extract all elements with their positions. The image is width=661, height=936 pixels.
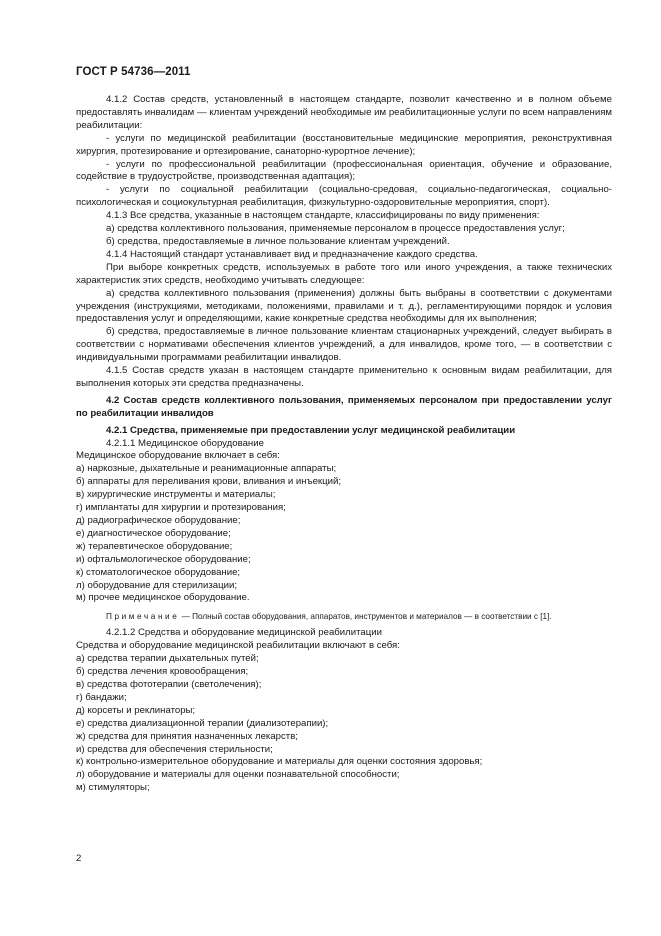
paragraph: - услуги по профессиональной реабилитации (профессиональная ориентация, обучение и образование, содействие в трудоустройстве, производственная адаптация); [76, 158, 612, 183]
paragraph: а) средства коллективного пользования (применения) должны быть выбраны в соответствии с документами учреждения (инструкциями, методиками, положениями, правилами и т. д.), регламентирующими порядок и условия предоставления услуг и определяющими, какие конкретные средства необходимы для их выполнения; [76, 287, 612, 325]
list-item: м) прочее медицинское оборудование. [76, 592, 250, 604]
paragraph: 4.1.3 Все средства, указанные в настоящем стандарте, классифицированы по виду применения: [106, 210, 540, 222]
paragraph: 4.1.4 Настоящий стандарт устанавливает вид и предназначение каждого средства. [106, 248, 478, 260]
list-item: а) наркозные, дыхательные и реанимационные аппараты; [76, 463, 337, 475]
note-label: Примечание [106, 612, 180, 622]
list-item: л) оборудование и материалы для оценки познавательной способности; [76, 769, 400, 781]
list-item: д) корсеты и реклинаторы; [76, 704, 196, 716]
list-item: л) оборудование для стерилизации; [76, 579, 237, 591]
paragraph: б) средства, предоставляемые в личное пользование клиентам стационарных учреждений, следует выбирать в соответствии с нормативами обеспечения клиентов учреждений, а для инвалидов, кроме того, — в соответствии с индивидуальными программами реабилитации инвалидов. [76, 326, 612, 364]
list-intro: Средства и оборудование медицинской реабилитации включают в себя: [76, 640, 400, 652]
list-item: г) бандажи; [76, 691, 127, 703]
paragraph: 4.1.5 Состав средств указан в настоящем стандарте применительно к основным видам реабилитации, для выполнения которых эти средства предназначены. [76, 365, 612, 389]
note-text: — Полный состав оборудования, аппаратов, инструментов и материалов — в соответствии с [1]. [179, 612, 552, 622]
list-item: е) средства диализационной терапии (диализотерапии); [76, 717, 329, 729]
equipment-list [76, 463, 612, 605]
list-item: в) средства фототерапии (светолечения); [76, 678, 262, 690]
page-number: 2 [76, 853, 82, 864]
list-item: г) имплантаты для хирургии и протезирования; [76, 502, 286, 514]
list-item: а) средства терапии дыхательных путей; [76, 653, 259, 665]
rehab-means-list [76, 653, 612, 795]
list-item: и) средства для обеспечения стерильности; [76, 743, 273, 755]
subsection-heading: 4.2.1 Средства, применяемые при предоставлении услуг медицинской реабилитации [106, 424, 516, 436]
list-item: е) диагностическое оборудование; [76, 527, 231, 539]
list-item: б) средства лечения кровообращения; [76, 666, 249, 678]
clause-title: 4.2.1.1 Медицинское оборудование [106, 437, 264, 449]
paragraph: - услуги по медицинской реабилитации (восстановительные медицинские мероприятия, реконструктивная хирургия, протезирование и ортезирование, санаторно-курортное лечение); [76, 132, 612, 157]
section-heading: 4.2 Состав средств коллективного пользования, применяемых персоналом при предоставлении услуг по реабилитации инвалидов [76, 394, 612, 419]
list-item: к) стоматологическое оборудование; [76, 566, 241, 578]
paragraph: а) средства коллективного пользования, применяемые персоналом в процессе предоставления услуг; [106, 223, 565, 235]
list-item: д) радиографическое оборудование; [76, 515, 241, 526]
clause-title: 4.2.1.2 Средства и оборудование медицинской реабилитации [106, 627, 382, 639]
paragraph: - услуги по социальной реабилитации (социально-средовая, социально-педагогическая, социально-психологическая и социокультурная реабилитация, физкультурно-оздоровительные мероприятия, спорт). [76, 184, 612, 209]
document-header: ГОСТ Р 54736—2011 [76, 66, 191, 78]
list-item: м) стимуляторы; [76, 782, 150, 794]
note [76, 611, 612, 622]
list-item: ж) средства для принятия назначенных лекарств; [76, 730, 298, 742]
list-intro: Медицинское оборудование включает в себя: [76, 450, 280, 462]
list-item: в) хирургические инструменты и материалы; [76, 489, 276, 501]
list-item: к) контрольно-измерительное оборудование и материалы для оценки состояния здоровья; [76, 756, 483, 768]
paragraph: При выборе конкретных средств, используемых в работе того или иного учреждения, а также технических характеристик этих средств, необходимо учитывать следующее: [76, 261, 612, 286]
list-item: б) аппараты для переливания крови, вливания и инъекций; [76, 476, 341, 488]
paragraph: 4.1.2 Состав средств, установленный в настоящем стандарте, позволит качественно и в полном объеме предоставлять инвалидам — клиентам учреждений необходимые им реабилитационные услуги по всем направлениям реабилитации: [76, 94, 612, 131]
list-item: ж) терапевтическое оборудование; [76, 540, 233, 552]
list-item: и) офтальмологическое оборудование; [76, 553, 251, 565]
paragraph: б) средства, предоставляемые в личное пользование клиентам учреждений. [106, 235, 450, 247]
document-body [76, 94, 612, 795]
